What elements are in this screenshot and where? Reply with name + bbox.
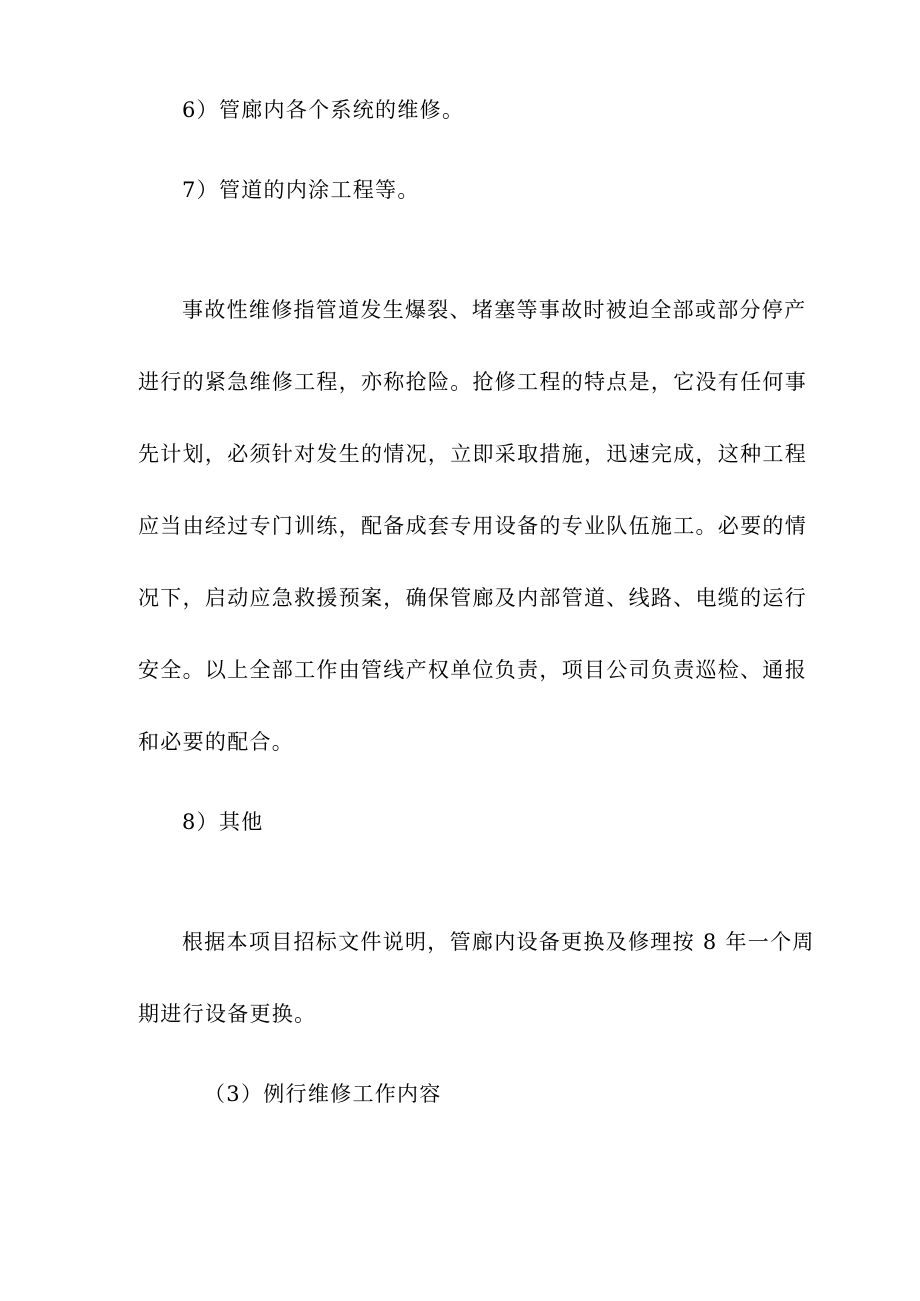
list-item-7: 7）管道的内涂工程等。 bbox=[182, 178, 420, 202]
paragraph-line: 根据本项目招标文件说明，管廊内设备更换及修理按 8 年一个周 bbox=[182, 930, 815, 954]
section-heading: （3）例行维修工作内容 bbox=[204, 1082, 442, 1106]
paragraph-line: 安全。以上全部工作由管线产权单位负责，项目公司负责巡检、通报 bbox=[138, 658, 807, 682]
paragraph-line: 期进行设备更换。 bbox=[138, 1002, 317, 1026]
paragraph-line: 况下，启动应急救援预案，确保管廊及内部管道、线路、电缆的运行 bbox=[138, 586, 807, 610]
paragraph-line: 进行的紧急维修工程，亦称抢险。抢修工程的特点是，它没有任何事 bbox=[138, 370, 807, 394]
paragraph-line: 先计划，必须针对发生的情况，立即采取措施，迅速完成，这种工程 bbox=[138, 442, 807, 466]
list-item-6: 6）管廊内各个系统的维修。 bbox=[182, 98, 465, 122]
paragraph-line: 和必要的配合。 bbox=[138, 730, 295, 754]
list-item-8: 8）其他 bbox=[182, 810, 264, 834]
paragraph-line: 事故性维修指管道发生爆裂、堵塞等事故时被迫全部或部分停产 bbox=[182, 298, 807, 322]
paragraph-line: 应当由经过专门训练，配备成套专用设备的专业队伍施工。必要的情 bbox=[138, 514, 807, 538]
